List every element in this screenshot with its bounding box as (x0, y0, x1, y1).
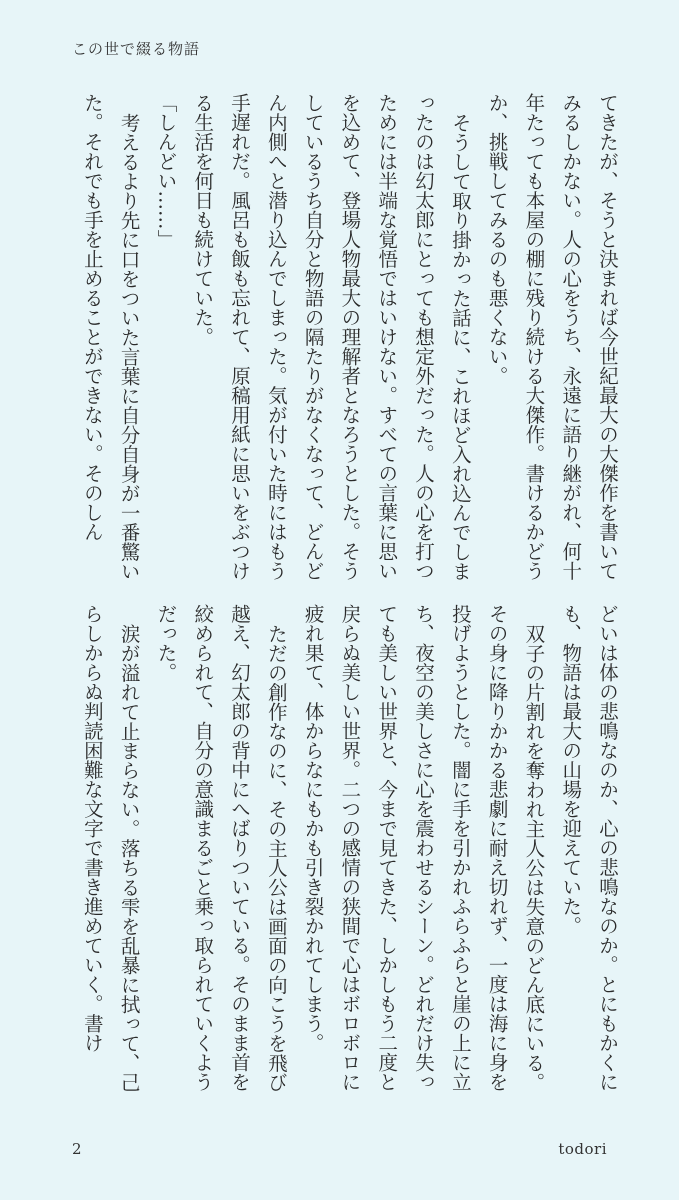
text-block-bottom (55, 604, 625, 1094)
text-block-top (55, 93, 625, 583)
page-number: 2 (72, 1140, 82, 1158)
paragraph: 双子の片割れを奪われ主人公は失意のどん底にいる。その身に降りかかる悲劇に耐え切れず、一度は海に身を投げようとした。闇に手を引かれふらふらと崖の上に立ち、夜空の美しさに心を震わせるシーン。どれだけ失っても美しい世界と、今まで見てきた、しかしもう二度と戻らぬ美しい世界。二つの感情の狭間で心はボロボロに疲れ果て、体からなにもかも引き裂かれてしまう。 (301, 604, 546, 1092)
paragraph: そうして取り掛かった話に、これほど入れ込んでしまったのは幻太郎にとっても想定外だった。人の心を打つためには半端な覚悟ではいけない。すべての言葉に思いを込めて、登場人物最大の理解者となろうとした。そうしているうち自分と物語の隔たりがなくなって、どんどん内側へと潜り込んでしまった。気が付いた時にはもう手遅れだ。風呂も飯も忘れて、原稿用紙に思いをぶつける生活を何日も続けていた。 (191, 93, 472, 581)
paragraph: ただの創作なのに、その主人公は画面の向こうを飛び越え、幻太郎の背中にへばりついている。そのまま首を絞められて、自分の意識まるごと乗っ取られていくようだった。 (154, 604, 288, 1092)
paragraph: 涙が溢れて止まらない。落ちる雫を乱暴に拭って、己らしからぬ判読困難な文字で書き進めていく。書け (80, 604, 141, 1092)
paragraph: どいは体の悲鳴なのか、心の悲鳴なのか。とにもかくにも、物語は最大の山場を迎えていた。 (559, 604, 619, 1092)
paragraph: 「しんどい……」 (154, 93, 178, 249)
paragraph: てきたが、そうと決まれば今世紀最大の大傑作を書いてみるしかない。人の心をうち、永遠に語り継がれ、何十年たっても本屋の棚に残り続ける大傑作。書けるかどうか、挑戦してみるのも悪くない。 (485, 93, 619, 581)
book-title: この世で綴る物語 (72, 40, 201, 58)
paragraph: 考えるより先に口をついた言葉に自分自身が一番驚いた。それでも手を止めることができない。そのしん (80, 93, 141, 581)
author-name: todori (558, 1140, 607, 1158)
